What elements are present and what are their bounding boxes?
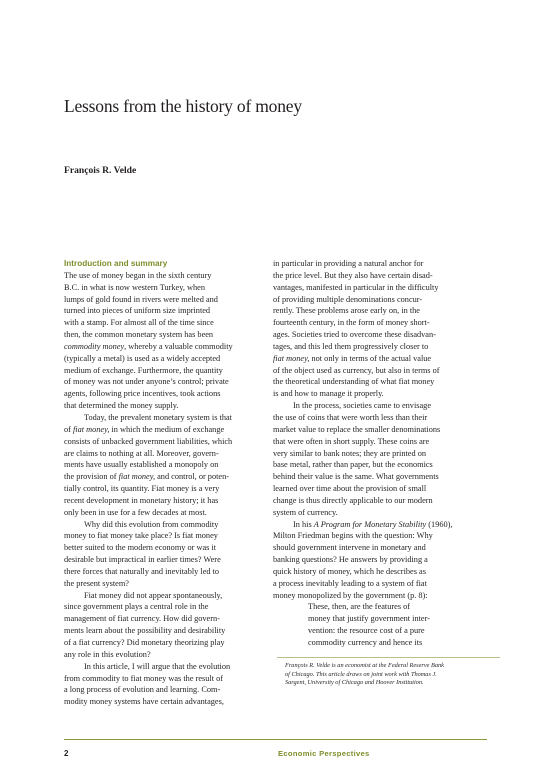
text-line: market value to replace the smaller denominations [273, 424, 441, 434]
text-line: of a fiat currency? Did monetary theorizing play [64, 638, 225, 647]
text-line: a long process of evolution and learning. Com- [64, 685, 221, 695]
text-line: desirable but impractical in earlier times? Were [64, 555, 221, 565]
text-line: Sargent, University of Chicago and Hoover Institution. [285, 679, 424, 687]
text-line: (typically a metal) is used as a widely accepted [64, 353, 221, 363]
text-line: The use of money began in the sixth century [64, 270, 212, 280]
text-line: then, the common monetary system has been [64, 330, 214, 340]
text-line: management of fiat currency. How did govern- [64, 614, 220, 624]
text-line: the use of coins that were worth less than their [273, 412, 428, 422]
text-line: money to fiat money take place? Is fiat money [64, 531, 218, 541]
text-line: money monopolized by the government (p. 8): [273, 590, 428, 600]
text-line: vention: the resource cost of a pure [308, 626, 425, 636]
text-line: any role in this evolution? [64, 649, 151, 659]
text-line: should government intervene in monetary and [273, 543, 426, 553]
text-line: the provision of fiat money, and control, or poten- [64, 472, 230, 482]
text-line: In this article, I will argue that the evolution [84, 661, 231, 671]
text-line: of fiat money, in which the medium of exchange [64, 424, 225, 434]
author-note-divider [277, 657, 500, 658]
text-line: behind their value is the same. What governments [273, 472, 439, 482]
text-line: only been in use for a few decades at most. [64, 507, 207, 517]
text-line: tages, and this led them progressively closer to [273, 341, 429, 351]
text-line: base metal, rather than paper, but the economics [273, 460, 433, 470]
text-line: of money was not under anyone’s control; private [64, 377, 229, 387]
text-line: the theoretical understanding of what fiat money [273, 377, 435, 387]
text-line: that were often in short supply. These coins are [273, 436, 430, 446]
text-line: rently. These problems arose early on, in the [273, 306, 420, 316]
text-line: ments learn about the possibility and desirability [64, 626, 226, 636]
text-line: there forces that naturally and inevitably led to [64, 566, 220, 576]
text-line: modity money systems have certain advantages, [64, 697, 224, 707]
text-line: quick history of money, which he describes as [273, 566, 426, 576]
text-line: medium of exchange. Furthermore, the quantity [64, 365, 223, 375]
page-number: 2 [64, 749, 69, 758]
text-line: commodity money, whereby a valuable commodity [64, 341, 233, 351]
right-column [273, 258, 486, 649]
text-line: are claims to nothing at all. Moreover, govern- [64, 448, 219, 458]
text-line: system of currency. [273, 507, 338, 517]
text-line: from commodity to fiat money was the result of [64, 673, 223, 683]
text-line: B.C. in what is now western Turkey, when [64, 282, 205, 292]
text-line: the price level. But they also have certain disad- [273, 270, 433, 280]
text-line: tially control, its quantity. Fiat money is a very [64, 484, 220, 494]
section-heading: Introduction and summary [64, 259, 168, 268]
text-line: of Chicago. This article draws on joint work with Thomas J. [285, 670, 437, 678]
text-line: of providing multiple denominations concur- [273, 294, 423, 304]
text-line: Why did this evolution from commodity [84, 519, 219, 529]
text-line: Today, the prevalent monetary system is that [84, 412, 232, 422]
text-line: fourteenth century, in the form of money short- [273, 318, 430, 328]
left-column-body [64, 270, 264, 708]
text-line: agents, following price incentives, took actions [64, 389, 221, 399]
text-line: ments have usually established a monopoly on [64, 460, 219, 470]
text-line: a process inevitably leading to a system of fiat [273, 578, 427, 588]
text-line: money that justify government inter- [308, 614, 430, 624]
text-line: of the object used as currency, but also in terms of [273, 365, 440, 375]
text-line: in particular in providing a natural anchor for [273, 259, 424, 268]
text-line: Fiat money did not appear spontaneously, [84, 590, 223, 600]
text-line: better suited to the modern economy or was it [64, 543, 217, 553]
text-line: In the process, societies came to envisage [293, 401, 432, 411]
text-line: very similar to bank notes; they are printed on [273, 448, 426, 458]
text-line: ages. Societies tried to overcome these disadvan- [273, 330, 436, 340]
text-line: François R. Velde is an economist at the Federal Reserve Bank [285, 662, 444, 669]
text-line: banking questions? He answers by providing a [273, 555, 428, 565]
text-line: with a stamp. For almost all of the time since [64, 318, 214, 328]
text-line: turned into pieces of uniform size imprinted [64, 306, 211, 316]
text-line: fiat money, not only in terms of the actual value [273, 353, 432, 363]
text-line: recent development in monetary history; it has [64, 495, 219, 505]
text-line: change is thus directly applicable to our modern [273, 495, 433, 505]
text-line: Milton Friedman begins with the question: Why [273, 531, 433, 541]
footer-divider [64, 739, 487, 740]
journal-name: Economic Perspectives [278, 749, 370, 758]
right-column-body [273, 258, 486, 649]
text-line: since government plays a central role in the [64, 602, 209, 612]
text-line: These, then, are the features of [308, 602, 411, 612]
text-line: consists of unbacked government liabilities, which [64, 436, 233, 446]
author-note [285, 662, 500, 688]
text-line: the present system? [64, 578, 129, 588]
text-line: In his A Program for Monetary Stability (1960), [293, 519, 453, 529]
text-line: vantages, manifested in particular in the difficulty [273, 282, 439, 292]
article-title: Lessons from the history of money [64, 96, 302, 116]
text-line: learned over time about the provision of small [273, 484, 427, 494]
text-line: that determined the money supply. [64, 401, 179, 411]
author-name: François R. Velde [64, 165, 137, 176]
text-line: commodity currency and hence its [308, 638, 423, 647]
left-column [64, 258, 264, 708]
text-line: is and how to manage it properly. [273, 389, 384, 399]
text-line: lumps of gold found in rivers were melted and [64, 294, 218, 304]
